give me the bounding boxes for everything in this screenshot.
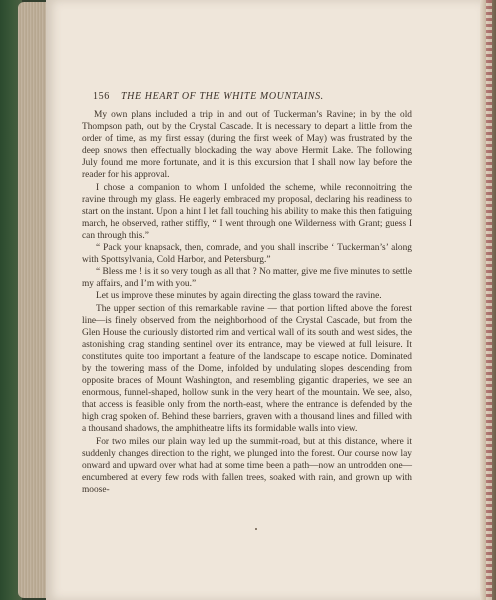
binding-stitch [486,0,492,600]
body-text [82,109,412,496]
paragraph: Let us improve these minutes by again directing the glass toward the ravine. [96,291,382,302]
paragraph: For two miles our plain way led up the summit-road, but at this distance, where it suddenly changes direction to the right, we plunged into the forest. Our course now lay onward and upward over what had at some time been a path—now an untrodden one—encumbered at every few rods with fallen trees, soaked with rain, and grown up with moose- [82,436,412,495]
paragraph: “ Bless me ! is it so very tough as all that ? No matter, give me five minutes to settle my affairs, and I’m with you.” [82,267,412,290]
paragraph: My own plans included a trip in and out of Tuckerman’s Ravine; in by the old Thompson path, out by the Crystal Cascade. It is necessary to depart a little from the order of time, as my first essay (during the first week of May) was frustrated by the deep snows then effectually blockading the way above Hermit Lake. The following July found me more fortunate, and it is this excursion that I shall now lay before the reader for his approval. [82,110,412,181]
running-title: THE HEART OF THE WHITE MOUNTAINS. [121,91,324,102]
paragraph: The upper section of this remarkable ravine — that portion lifted above the forest line—is finely observed from the neighborhood of the Crystal Cascade, but from the Glen House the curiously distorted rim and vertical wall of its south and west sides, the astonishing crag standing sentinel over its entrance, may be viewed at full leisure. It constitutes quite too important a feature of the landscape to escape notice. Dominated by the towering mass of the Dome, infolded by undulating slopes descending from opposite braces of Mount Washington, and resembling gigantic draperies, we see an enormous, funnel-shaped, hollow sunk in the very heart of the mountain. We see, also, that access is feasible only from the north-east, where the entrance is defended by the high crag spoken of. Behind these barriers, graven with a thousand lines and filled with a thousand shadows, the amphitheatre lifts its formidable walls into view. [82,303,412,435]
paragraph: I chose a companion to whom I unfolded the scheme, while reconnoitring the ravine through my glass. He eagerly embraced my proposal, declaring his readiness to start on the instant. Upon a hint I let fall touching his ability to make this then fatiguing march, he observed, rather stiffly, “ I went through one Wilderness with Grant; guess I can through this.” [82,182,412,241]
page-number: 156 [93,91,110,102]
page-speck [255,528,257,530]
paragraph: “ Pack your knapsack, then, comrade, and you shall inscribe ‘ Tuckerman’s’ along with Spottsylvania, Cold Harbor, and Petersburg.” [82,243,412,266]
running-head [93,91,428,105]
